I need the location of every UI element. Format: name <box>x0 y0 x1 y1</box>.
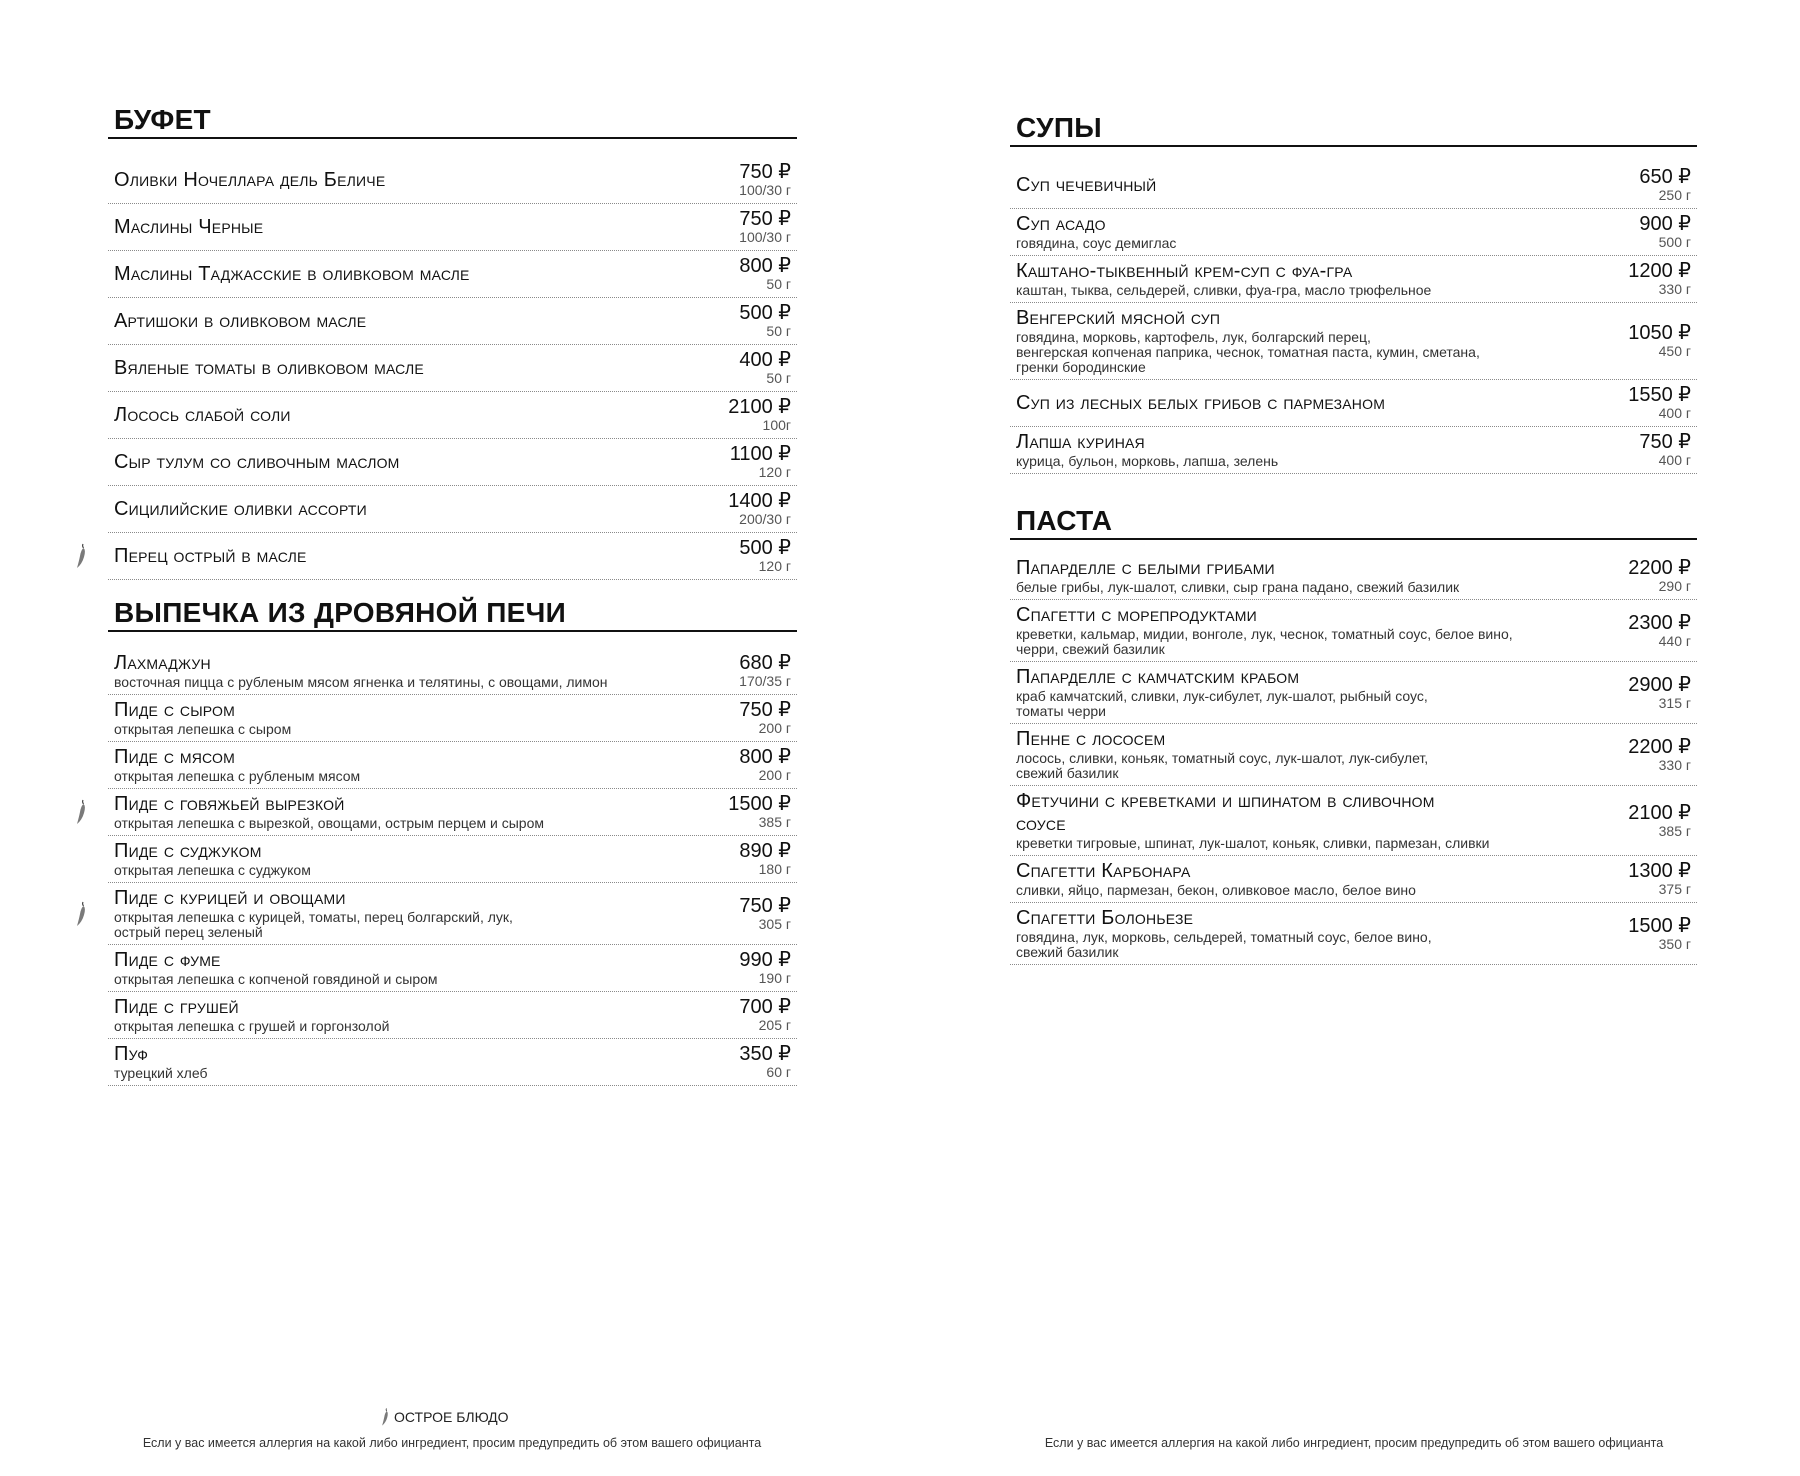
menu-item-weight: 400 г <box>1658 452 1691 468</box>
menu-item-weight: 315 г <box>1658 694 1691 711</box>
menu-item-description: черри, свежий базилик <box>1016 641 1165 657</box>
pasta-list <box>1010 553 1697 965</box>
menu-item-text <box>114 840 719 878</box>
menu-item-price: 650 ₽ <box>1639 166 1691 188</box>
menu-item-price-block <box>708 397 791 433</box>
menu-item-price-block <box>719 538 791 574</box>
menu-item-price: 2200 ₽ <box>1628 735 1691 758</box>
menu-item-description: гренки бородинские <box>1016 359 1146 375</box>
menu-item-price-block <box>1608 861 1691 897</box>
menu-item-text <box>114 545 719 568</box>
menu-item-price-block <box>1608 803 1691 839</box>
menu-item-description: открытая лепешка с вырезкой, овощами, острым перцем и сыром <box>114 815 545 831</box>
menu-item[interactable] <box>108 298 797 345</box>
menu-item-text <box>1016 557 1608 595</box>
menu-item-price-block <box>719 256 791 292</box>
menu-item-price-block <box>719 896 791 932</box>
menu-item-price: 750 ₽ <box>739 208 791 230</box>
menu-item[interactable] <box>1010 256 1697 303</box>
menu-item-price: 750 ₽ <box>1639 431 1691 453</box>
menu-item-text <box>1016 260 1608 298</box>
menu-item-name: Сицилийские оливки ассорти <box>114 497 367 520</box>
menu-item-weight: 50 г <box>766 370 791 386</box>
chili-pepper-icon <box>380 1406 390 1428</box>
menu-item[interactable] <box>1010 903 1697 965</box>
menu-item-name: Пиде с фуме <box>114 949 221 971</box>
soups-list <box>1010 162 1697 474</box>
menu-item-price-block <box>719 1044 791 1080</box>
menu-item-description: открытая лепешка с сыром <box>114 721 292 737</box>
menu-item-text <box>1016 307 1608 375</box>
menu-item-description: сливки, яйцо, пармезан, бекон, оливковое масло, белое вино <box>1016 882 1416 898</box>
menu-item[interactable] <box>1010 724 1697 786</box>
menu-item-price-block <box>1608 916 1691 952</box>
menu-item-name: Пиде с грушей <box>114 996 239 1018</box>
menu-item-description: открытая лепешка с суджуком <box>114 862 311 878</box>
menu-item-price: 1500 ₽ <box>728 793 791 815</box>
menu-item-price: 1550 ₽ <box>1628 384 1691 406</box>
menu-item-weight: 50 г <box>766 276 791 292</box>
menu-item[interactable] <box>1010 662 1697 724</box>
menu-item[interactable] <box>108 789 797 836</box>
menu-item[interactable] <box>1010 162 1697 209</box>
menu-item-name: Спагетти Карбонара <box>1016 860 1191 882</box>
menu-item[interactable] <box>108 742 797 789</box>
menu-item-weight: 120 г <box>758 558 791 574</box>
menu-item-price-block <box>1608 613 1691 649</box>
menu-item-price-block <box>719 747 791 783</box>
menu-item[interactable] <box>1010 553 1697 600</box>
menu-item-text <box>1016 213 1619 251</box>
menu-item-price-block <box>719 841 791 877</box>
menu-item-name: Спагетти с морепродуктами <box>1016 604 1257 626</box>
menu-item-price-block <box>1608 737 1691 773</box>
menu-item-text <box>1016 790 1608 851</box>
menu-item-price-block <box>1608 675 1691 711</box>
menu-item-weight: 100/30 г <box>739 229 791 245</box>
menu-item[interactable] <box>108 648 797 695</box>
menu-item-name: Лахмаджун <box>114 652 211 674</box>
menu-item-price: 900 ₽ <box>1639 213 1691 235</box>
menu-item[interactable] <box>1010 303 1697 380</box>
menu-item-weight: 190 г <box>758 970 791 986</box>
allergy-notice-right: Если у вас имеется аллергия на какой либо ингредиент, просим предупредить об этом вашего официанта <box>1044 1436 1664 1450</box>
menu-item-weight: 330 г <box>1658 281 1691 297</box>
menu-item-name: Каштано-тыквенный крем-суп с фуа-гра <box>1016 260 1353 282</box>
menu-item-price: 350 ₽ <box>739 1043 791 1065</box>
menu-item-price-block <box>1608 323 1691 359</box>
menu-item-weight: 290 г <box>1658 578 1691 594</box>
menu-item-weight: 200 г <box>758 767 791 783</box>
menu-item-price-block <box>710 444 791 480</box>
menu-item-price-block <box>719 350 791 386</box>
menu-item-weight: 100г <box>762 417 791 433</box>
menu-item-weight: 100/30 г <box>739 182 791 198</box>
menu-item-text <box>114 357 719 380</box>
menu-item-description: курица, бульон, морковь, лапша, зелень <box>1016 453 1279 469</box>
menu-item-name: Папарделле с камчатским крабом <box>1016 666 1300 688</box>
menu-item-description: открытая лепешка с копченой говядиной и сыром <box>114 971 438 987</box>
menu-item-text <box>114 263 719 286</box>
menu-item-weight: 305 г <box>758 915 791 932</box>
section-title-buffet: БУФЕТ <box>108 105 797 139</box>
menu-item-name: Перец острый в масле <box>114 544 307 567</box>
menu-item-description: говядина, морковь, картофель, лук, болгарский перец, <box>1016 329 1371 345</box>
menu-item-description: томаты черри <box>1016 703 1106 719</box>
menu-item-description: венгерская копченая паприка, чеснок, томатная паста, кумин, сметана, <box>1016 344 1480 360</box>
menu-item-description: говядина, лук, морковь, сельдерей, томатный соус, белое вино, <box>1016 929 1432 945</box>
menu-item-text <box>1016 392 1608 415</box>
menu-item-price: 750 ₽ <box>739 894 791 917</box>
section-title-bakery: ВЫПЕЧКА ИЗ ДРОВЯНОЙ ПЕЧИ <box>108 598 797 632</box>
menu-item-price-block <box>719 700 791 736</box>
menu-item-weight: 450 г <box>1658 343 1691 359</box>
menu-item[interactable] <box>108 157 797 204</box>
menu-item-name: Лосось слабой соли <box>114 403 291 426</box>
menu-item[interactable] <box>1010 380 1697 427</box>
menu-item-text <box>1016 728 1608 781</box>
chili-pepper-icon <box>74 799 88 825</box>
menu-item[interactable] <box>108 1039 797 1086</box>
menu-item-description: острый перец зеленый <box>114 924 263 940</box>
menu-item-text <box>1016 604 1608 657</box>
menu-item-weight: 250 г <box>1658 187 1691 203</box>
menu-item-name: Папарделле с белыми грибами <box>1016 557 1275 579</box>
menu-item-name: Оливки Ночеллара дель Беличе <box>114 168 386 191</box>
menu-item-description: креветки тигровые, шпинат, лук-шалот, коньяк, сливки, пармезан, сливки <box>1016 835 1490 851</box>
menu-item-price-block <box>719 653 791 689</box>
menu-item-weight: 120 г <box>758 464 791 480</box>
menu-item-description: турецкий хлеб <box>114 1065 208 1081</box>
menu-item-description: каштан, тыква, сельдерей, сливки, фуа-гра, масло трюфельное <box>1016 282 1432 298</box>
menu-item[interactable] <box>108 883 797 945</box>
menu-item[interactable] <box>108 486 797 533</box>
menu-item-price: 2900 ₽ <box>1628 673 1691 696</box>
menu-item-weight: 385 г <box>758 814 791 830</box>
menu-item-text <box>1016 907 1608 960</box>
menu-item-text <box>114 310 719 333</box>
menu-item-name: Пиде с суджуком <box>114 840 262 862</box>
menu-item-price-block <box>708 491 791 527</box>
spicy-legend <box>380 1405 509 1429</box>
menu-item-text <box>114 1043 719 1081</box>
menu-item-price: 1400 ₽ <box>728 490 791 512</box>
menu-item-name: Пенне с лососем <box>1016 728 1166 750</box>
menu-item[interactable] <box>1010 786 1697 856</box>
menu-item-price: 990 ₽ <box>739 949 791 971</box>
section-title-soups: СУПЫ <box>1010 113 1697 147</box>
menu-item-price: 2200 ₽ <box>1628 557 1691 579</box>
menu-item-weight: 200 г <box>758 720 791 736</box>
menu-item-weight: 50 г <box>766 323 791 339</box>
menu-item[interactable] <box>1010 427 1697 474</box>
menu-item-price: 500 ₽ <box>739 537 791 559</box>
menu-item-price: 2100 ₽ <box>1628 801 1691 824</box>
menu-item-price-block <box>719 162 791 198</box>
menu-item-price: 890 ₽ <box>739 840 791 862</box>
menu-item-price: 2300 ₽ <box>1628 611 1691 634</box>
menu-item-name: Лапша куриная <box>1016 431 1145 453</box>
menu-item-price-block <box>719 303 791 339</box>
menu-item-text <box>114 451 710 474</box>
menu-item-text <box>1016 174 1619 197</box>
buffet-list <box>108 157 797 580</box>
menu-item-price: 500 ₽ <box>739 302 791 324</box>
menu-item-name: Пиде с мясом <box>114 746 236 768</box>
menu-item-weight: 500 г <box>1658 234 1691 250</box>
menu-item-description: открытая лепешка с рубленым мясом <box>114 768 361 784</box>
menu-item[interactable] <box>1010 600 1697 662</box>
menu-item-text <box>114 404 708 427</box>
menu-item-name: соусе <box>1016 813 1066 835</box>
menu-item-price: 800 ₽ <box>739 255 791 277</box>
menu-item-name: Суп асадо <box>1016 213 1106 235</box>
menu-item-price: 1050 ₽ <box>1628 322 1691 344</box>
menu-item-weight: 350 г <box>1658 935 1691 952</box>
menu-item-weight: 170/35 г <box>739 673 791 689</box>
menu-item-description: креветки, кальмар, мидии, вонголе, лук, чеснок, томатный соус, белое вино, <box>1016 626 1513 642</box>
menu-item-price-block <box>708 794 791 830</box>
menu-item-description: восточная пицца с рубленым мясом ягненка и телятины, с овощами, лимон <box>114 674 608 690</box>
menu-item-text <box>114 887 719 940</box>
menu-item-name: Вяленые томаты в оливковом масле <box>114 356 424 379</box>
menu-item-text <box>1016 431 1619 469</box>
menu-item-text <box>114 169 719 192</box>
menu-item-description: открытая лепешка с грушей и горгонзолой <box>114 1018 390 1034</box>
menu-item-name: Спагетти Болоньезе <box>1016 907 1194 929</box>
menu-item-text <box>1016 666 1608 719</box>
menu-item-name: Суп чечевичный <box>1016 173 1157 196</box>
menu-item-name: Маслины Таджасские в оливковом масле <box>114 262 470 285</box>
chili-pepper-icon <box>74 901 88 927</box>
menu-item[interactable] <box>1010 856 1697 903</box>
menu-item-description: говядина, соус демиглас <box>1016 235 1177 251</box>
menu-item-price: 400 ₽ <box>739 349 791 371</box>
menu-item-price-block <box>719 950 791 986</box>
menu-item[interactable] <box>1010 209 1697 256</box>
menu-item-text <box>114 949 719 987</box>
menu-item-price-block <box>1608 558 1691 594</box>
section-title-pasta: ПАСТА <box>1010 506 1697 540</box>
menu-item-price-block <box>719 997 791 1033</box>
menu-item-text <box>114 746 719 784</box>
menu-item-weight: 375 г <box>1658 881 1691 897</box>
menu-item-text <box>114 498 708 521</box>
menu-item-price: 1300 ₽ <box>1628 860 1691 882</box>
menu-item-name: Фетучини с креветками и шпинатом в сливочном <box>1016 790 1435 812</box>
menu-item-weight: 385 г <box>1658 822 1691 839</box>
menu-item-price-block <box>1619 214 1691 250</box>
menu-item-price: 1200 ₽ <box>1628 260 1691 282</box>
menu-item[interactable] <box>108 533 797 580</box>
menu-item-description: лосось, сливки, коньяк, томатный соус, лук-шалот, лук-сибулет, <box>1016 750 1429 766</box>
bakery-list <box>108 648 797 1086</box>
menu-item-text <box>1016 860 1608 898</box>
menu-item[interactable] <box>108 439 797 486</box>
menu-item[interactable] <box>108 945 797 992</box>
menu-item-name: Пиде с курицей и овощами <box>114 887 346 909</box>
menu-item-price-block <box>1608 385 1691 421</box>
menu-item-text <box>114 793 708 831</box>
menu-item-text <box>114 216 719 239</box>
menu-item-text <box>114 996 719 1034</box>
menu-item-price: 1100 ₽ <box>729 443 791 465</box>
menu-item-weight: 440 г <box>1658 632 1691 649</box>
menu-item-price-block <box>1608 261 1691 297</box>
menu-item[interactable] <box>108 392 797 439</box>
menu-item-weight: 205 г <box>758 1017 791 1033</box>
menu-item-name: Артишоки в оливковом масле <box>114 309 367 332</box>
menu-item-price: 800 ₽ <box>739 746 791 768</box>
menu-item-price: 1500 ₽ <box>1628 914 1691 937</box>
menu-item-weight: 60 г <box>766 1064 791 1080</box>
menu-item[interactable] <box>108 345 797 392</box>
menu-item-text <box>114 699 719 737</box>
menu-item-description: открытая лепешка с курицей, томаты, перец болгарский, лук, <box>114 909 513 925</box>
menu-item-name: Сыр тулум со сливочным маслом <box>114 450 400 473</box>
menu-item[interactable] <box>108 251 797 298</box>
menu-item-text <box>114 652 719 690</box>
menu-item-description: белые грибы, лук-шалот, сливки, сыр грана падано, свежий базилик <box>1016 579 1460 595</box>
menu-item[interactable] <box>108 204 797 251</box>
menu-item-description: свежий базилик <box>1016 944 1119 960</box>
allergy-notice-left: Если у вас имеется аллергия на какой либо ингредиент, просим предупредить об этом вашего официанта <box>142 1436 762 1450</box>
menu-item-name: Пиде с говяжьей вырезкой <box>114 793 345 815</box>
menu-item-description: свежий базилик <box>1016 765 1119 781</box>
chili-pepper-icon <box>74 543 88 569</box>
menu-item-weight: 200/30 г <box>739 511 791 527</box>
menu-item-weight: 180 г <box>758 861 791 877</box>
menu-item-description: краб камчатский, сливки, лук-сибулет, лук-шалот, рыбный соус, <box>1016 688 1428 704</box>
menu-item-name: Пуф <box>114 1043 149 1065</box>
menu-item-weight: 330 г <box>1658 756 1691 773</box>
menu-item-price: 2100 ₽ <box>728 396 791 418</box>
menu-item[interactable] <box>108 836 797 883</box>
menu-item-price-block <box>1619 167 1691 203</box>
menu-item-weight: 400 г <box>1658 405 1691 421</box>
menu-item[interactable] <box>108 695 797 742</box>
menu-item-price-block <box>1619 432 1691 468</box>
menu-item[interactable] <box>108 992 797 1039</box>
menu-item-price-block <box>719 209 791 245</box>
menu-item-name: Венгерский мясной суп <box>1016 307 1221 329</box>
menu-item-name: Маслины Черные <box>114 215 264 238</box>
spicy-legend-label: ОСТРОЕ БЛЮДО <box>394 1409 509 1425</box>
menu-item-price: 680 ₽ <box>739 652 791 674</box>
menu-item-name: Пиде с сыром <box>114 699 235 721</box>
menu-item-price: 700 ₽ <box>739 996 791 1018</box>
menu-item-price: 750 ₽ <box>739 161 791 183</box>
menu-item-name: Суп из лесных белых грибов с пармезаном <box>1016 391 1386 414</box>
menu-item-price: 750 ₽ <box>739 699 791 721</box>
